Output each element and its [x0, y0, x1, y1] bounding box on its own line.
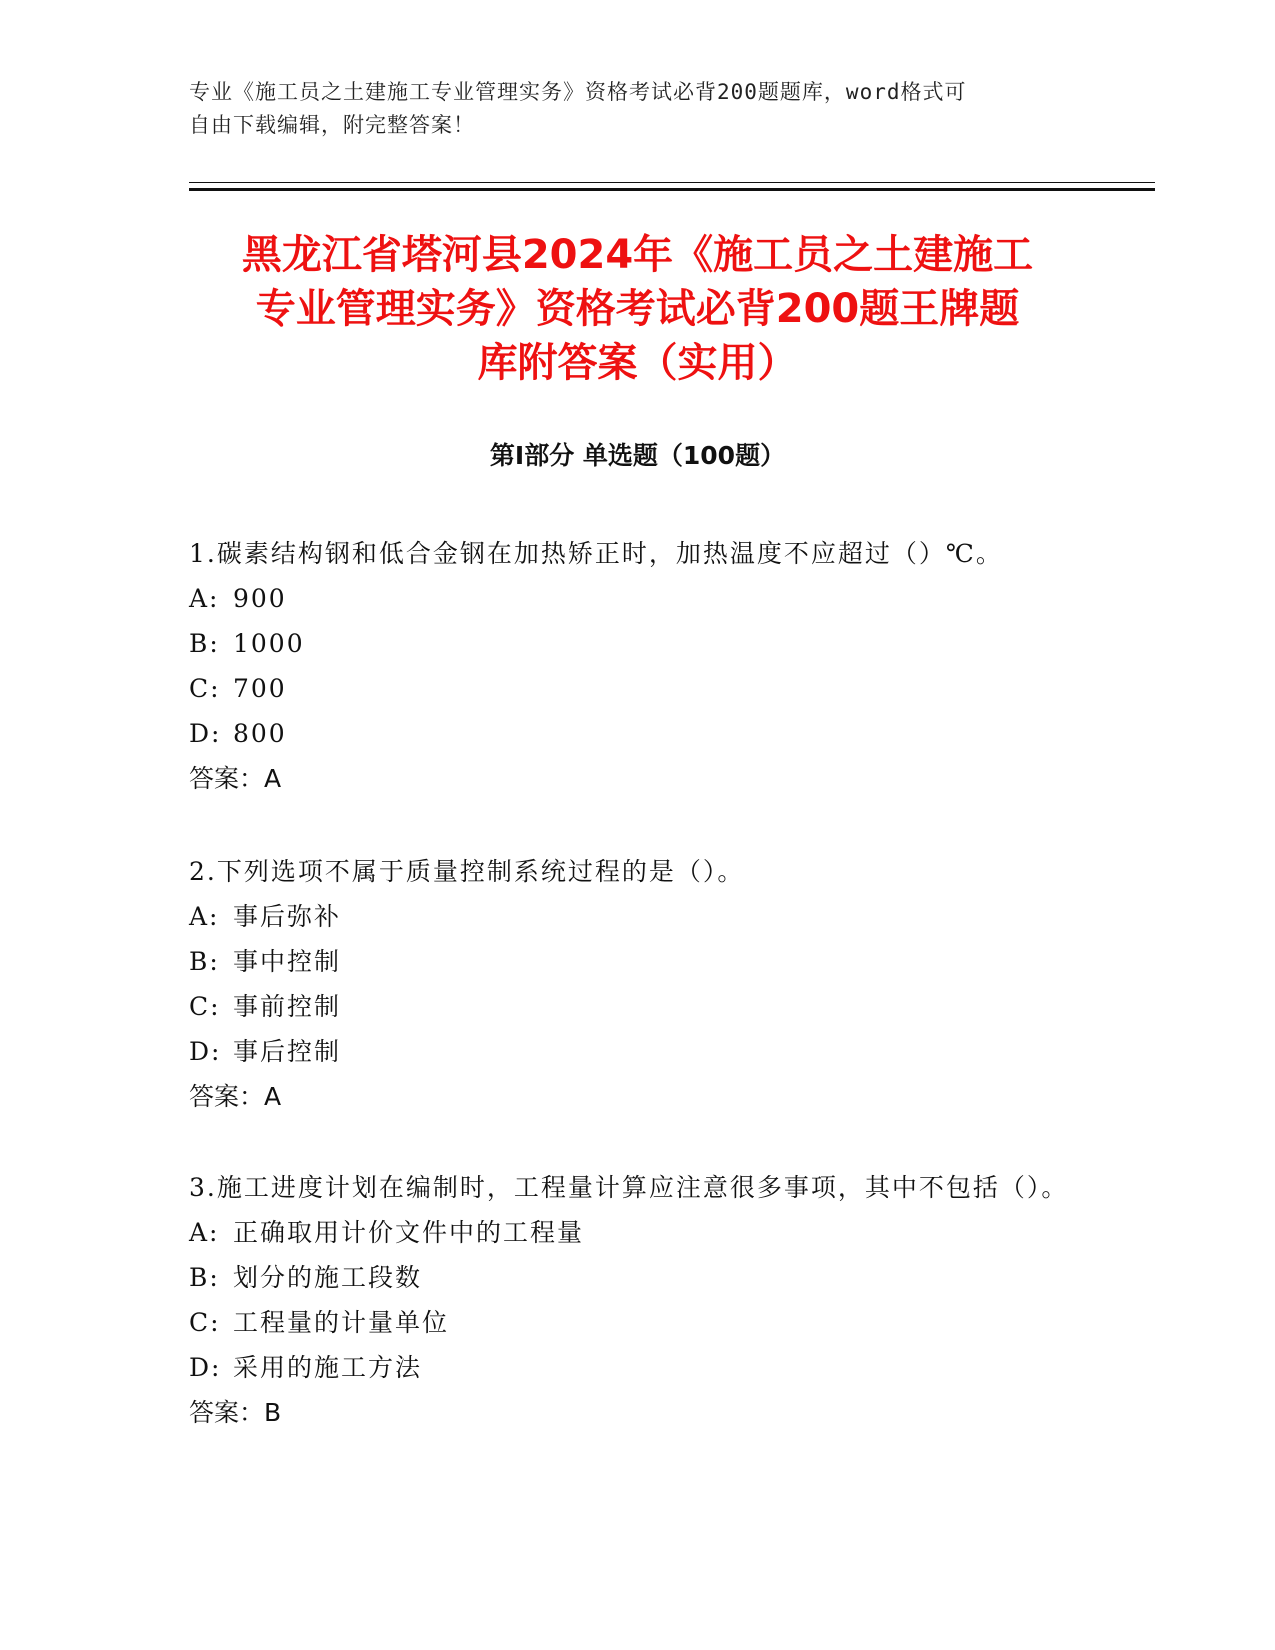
option-text: 700	[233, 674, 287, 703]
option-key: B:	[189, 629, 220, 658]
option-text: 事后弥补	[233, 902, 342, 931]
option-key: A:	[189, 1218, 220, 1247]
option-b	[189, 1255, 1089, 1300]
option-key: B:	[189, 947, 220, 976]
option-b	[189, 621, 1089, 666]
option-a	[189, 1210, 1089, 1255]
option-text: 事中控制	[233, 947, 342, 976]
option-key: C:	[189, 674, 221, 703]
header-note-line-2: 自由下载编辑，附完整答案！	[189, 113, 475, 137]
question-text: 3.施工进度计划在编制时，工程量计算应注意很多事项，其中不包括（）。	[189, 1173, 1069, 1202]
option-text: 工程量的计量单位	[233, 1308, 450, 1337]
document-title	[140, 228, 1135, 390]
header-divider-thick	[189, 188, 1155, 191]
option-key: D:	[189, 1037, 222, 1066]
option-key: B:	[189, 1263, 220, 1292]
option-key: C:	[189, 992, 221, 1021]
option-c	[189, 984, 1089, 1029]
title-line-1: 黑龙江省塔河县2024年《施工员之土建施工	[241, 232, 1034, 278]
option-text: 事前控制	[233, 992, 342, 1021]
question-1	[189, 531, 1089, 801]
option-key: C:	[189, 1308, 221, 1337]
option-text: 正确取用计价文件中的工程量	[233, 1218, 585, 1247]
option-text: 800	[233, 719, 287, 748]
answer: 答案：A	[189, 764, 282, 793]
option-text: 采用的施工方法	[233, 1353, 423, 1382]
option-d	[189, 1345, 1089, 1390]
option-text: 900	[233, 584, 287, 613]
title-line-2: 专业管理实务》资格考试必背200题王牌题	[255, 286, 1020, 332]
option-text: 1000	[233, 629, 305, 658]
section-heading: 第Ⅰ部分 单选题（100题）	[489, 441, 786, 470]
question-text: 2.下列选项不属于质量控制系统过程的是（）。	[189, 857, 745, 886]
option-c	[189, 1300, 1089, 1345]
option-b	[189, 939, 1089, 984]
header-note-line-1: 专业《施工员之土建施工专业管理实务》资格考试必背200题题库，word格式可	[189, 80, 967, 104]
option-key: D:	[189, 1353, 222, 1382]
option-a	[189, 576, 1089, 621]
option-key: D:	[189, 719, 222, 748]
question-3	[189, 1165, 1089, 1435]
answer: 答案：B	[189, 1398, 282, 1427]
option-text: 事后控制	[233, 1037, 342, 1066]
option-text: 划分的施工段数	[233, 1263, 423, 1292]
header-divider-thin	[189, 182, 1155, 183]
title-line-3: 库附答案（实用）	[477, 340, 798, 386]
option-key: A:	[189, 902, 220, 931]
question-list	[189, 531, 1089, 1483]
option-d	[189, 711, 1089, 756]
option-a	[189, 894, 1089, 939]
header-note	[189, 76, 1089, 142]
question-text: 1.碳素结构钢和低合金钢在加热矫正时，加热温度不应超过（）℃。	[189, 539, 1003, 568]
option-c	[189, 666, 1089, 711]
question-2	[189, 849, 1089, 1119]
answer: 答案：A	[189, 1082, 282, 1111]
option-d	[189, 1029, 1089, 1074]
option-key: A:	[189, 584, 220, 613]
